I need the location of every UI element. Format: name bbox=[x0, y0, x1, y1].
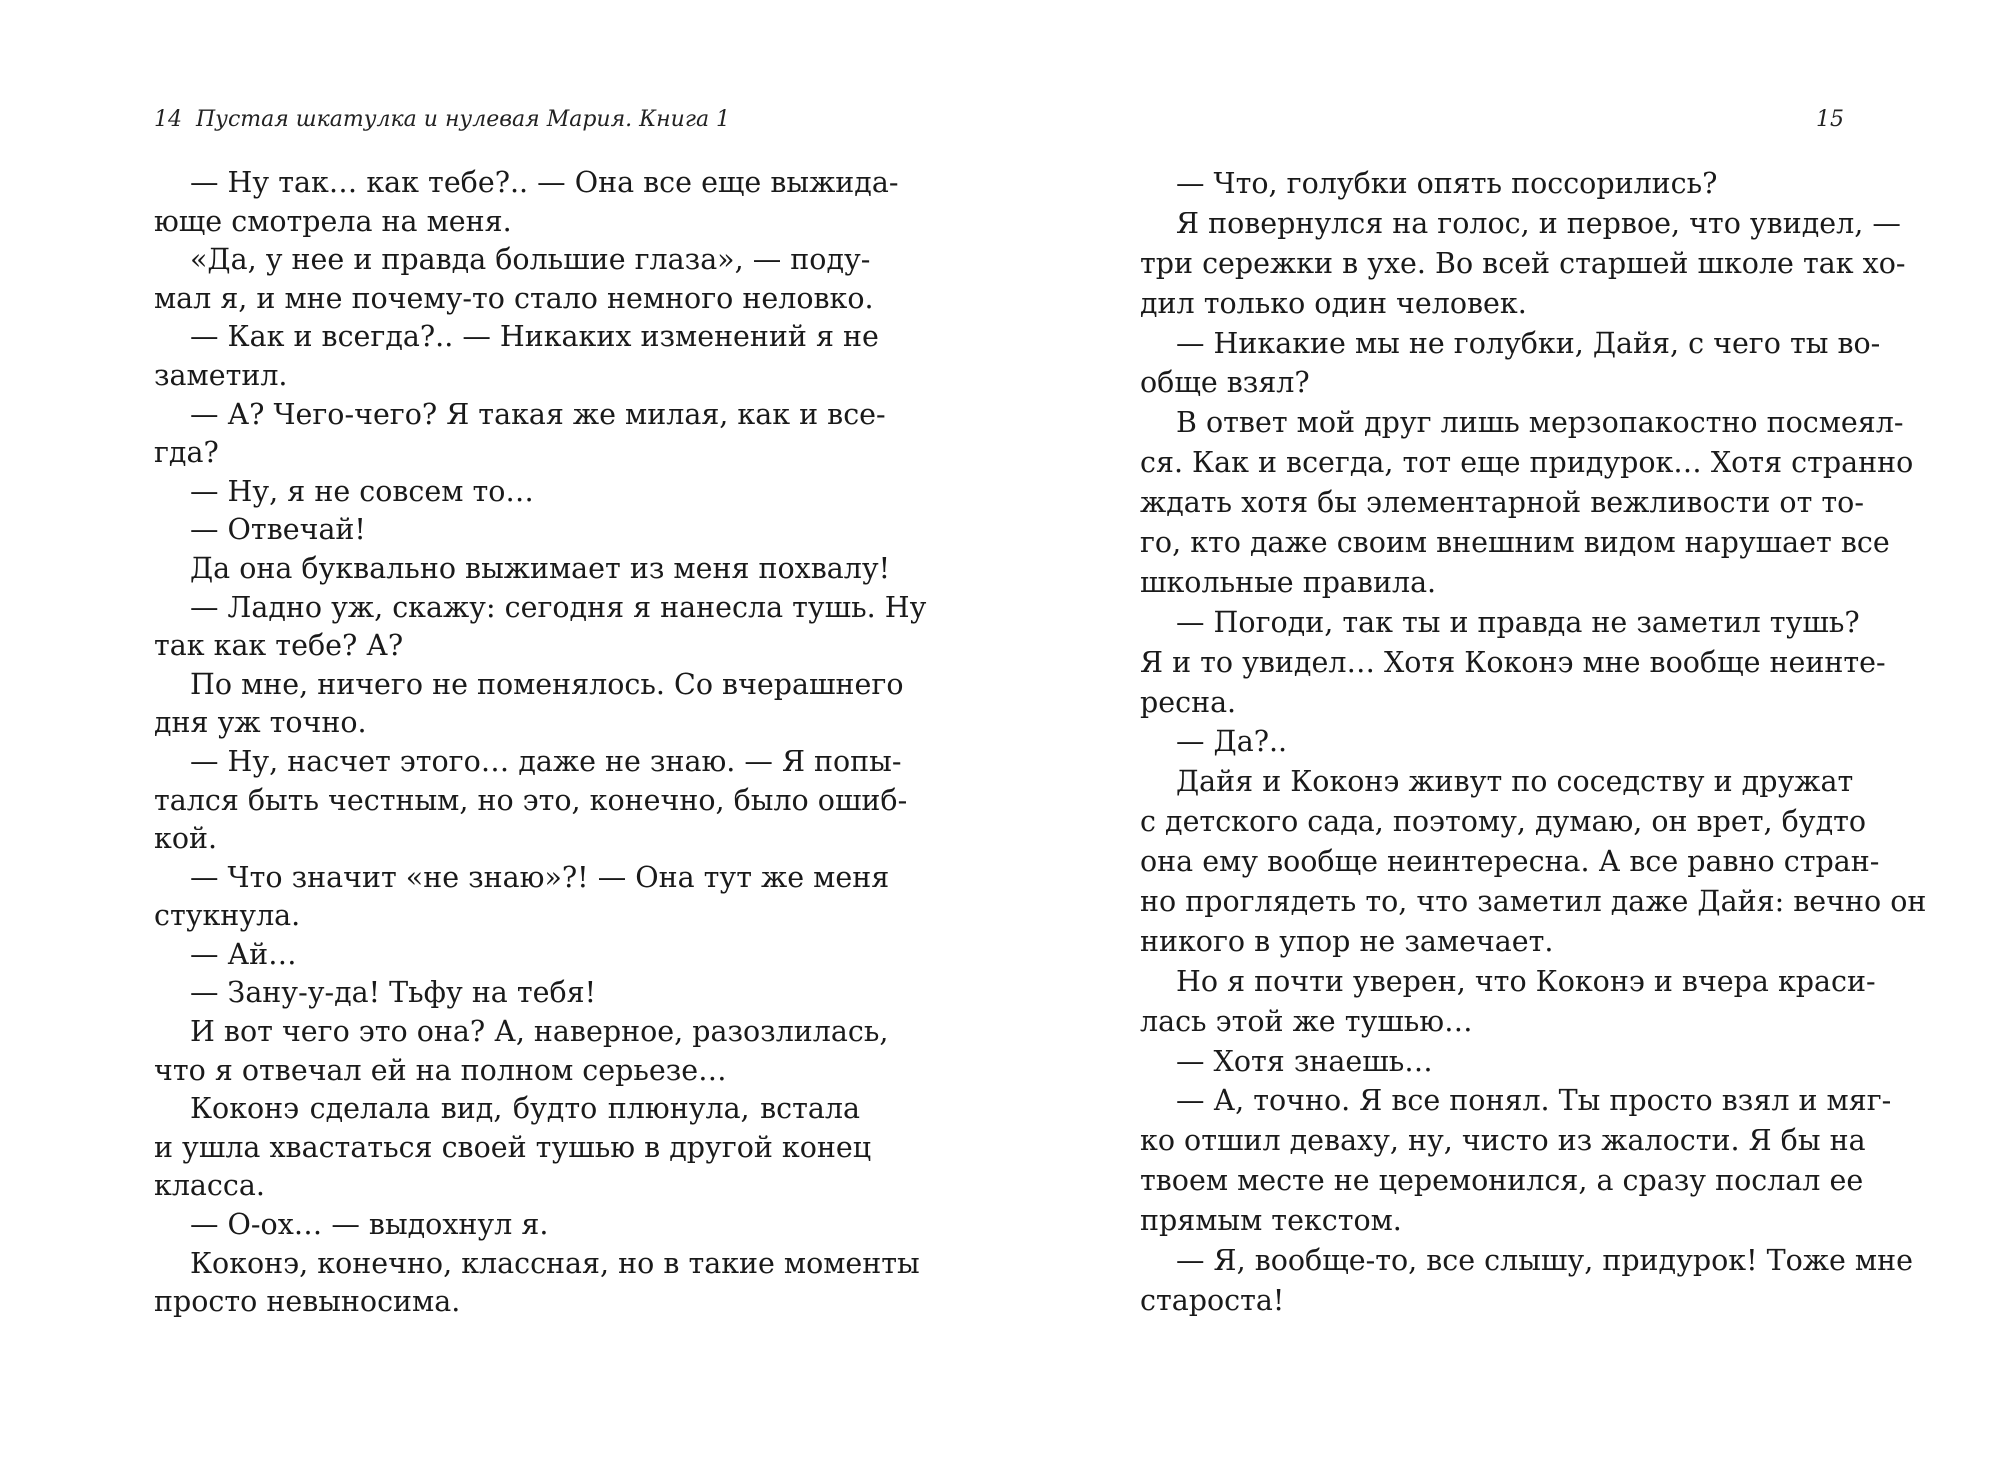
text-line: что я отвечал ей на полном серьезе… bbox=[154, 1053, 727, 1087]
text-line: В ответ мой друг лишь мерзопакостно посмеял- bbox=[1176, 406, 1904, 440]
text-line: «Да, у нее и правда большие глаза», — поду- bbox=[190, 243, 871, 277]
text-line: — Что, голубки опять поссорились? bbox=[1176, 167, 1718, 200]
text-line: и ушла хвастаться своей тушью в другой конец bbox=[154, 1130, 872, 1164]
text-line: гда? bbox=[154, 436, 219, 470]
text-line: заметил. bbox=[154, 358, 288, 392]
text-line: Коконэ, конечно, классная, но в такие моменты bbox=[190, 1246, 920, 1280]
text-line: мал я, и мне почему-то стало немного неловко. bbox=[154, 281, 874, 315]
text-line: — Никакие мы не голубки, Дайя, с чего ты во- bbox=[1176, 326, 1881, 360]
text-line: — Погоди, так ты и правда не заметил тушь? bbox=[1176, 605, 1860, 639]
text-line: ся. Как и всегда, тот еще придурок… Хотя странно bbox=[1140, 446, 1914, 480]
text-line: обще взял? bbox=[1140, 366, 1310, 400]
text-line: — Как и всегда?.. — Никаких изменений я не bbox=[190, 320, 879, 354]
text-line: — Я, вообще-то, все слышу, придурок! Тоже мне bbox=[1176, 1244, 1913, 1278]
text-line: просто невыносима. bbox=[154, 1285, 461, 1319]
text-line: — Ну так… как тебе?.. — Она все еще выжида- bbox=[190, 166, 899, 199]
text-line: с детского сада, поэтому, думаю, он врет, будто bbox=[1140, 805, 1867, 839]
text-line: Но я почти уверен, что Коконэ и вчера краси- bbox=[1176, 964, 1876, 998]
left-running-head bbox=[154, 106, 730, 134]
right-page-number: 15 bbox=[1816, 107, 1844, 132]
text-line: го, кто даже своим внешним видом нарушает все bbox=[1140, 526, 1890, 560]
text-line: прямым текстом. bbox=[1140, 1204, 1402, 1238]
text-line: Я повернулся на голос, и первое, что увидел, — bbox=[1176, 206, 1901, 240]
text-line: Я и то увидел… Хотя Коконэ мне вообще неинте- bbox=[1140, 645, 1886, 679]
right-page-text bbox=[1140, 164, 1927, 1321]
text-line: кой. bbox=[154, 822, 218, 856]
text-line: — Да?.. bbox=[1176, 725, 1288, 759]
text-line: Коконэ сделала вид, будто плюнула, встала bbox=[190, 1092, 860, 1126]
left-page-text bbox=[154, 164, 927, 1322]
text-line: Да она буквально выжимает из меня похвалу! bbox=[190, 551, 891, 585]
right-running-head bbox=[1816, 106, 1844, 134]
text-line: — А? Чего-чего? Я такая же милая, как и все- bbox=[190, 397, 886, 431]
text-line: три сережки в ухе. Во всей старшей школе так хо- bbox=[1140, 246, 1906, 280]
text-line: — Ну, я не совсем то… bbox=[190, 474, 534, 508]
text-line: — Ладно уж, скажу: сегодня я нанесла тушь. Ну bbox=[190, 590, 927, 624]
text-line: — Хотя знаешь… bbox=[1176, 1044, 1433, 1078]
text-line: — Зану-у-да! Тьфу на тебя! bbox=[190, 976, 597, 1010]
text-line: так как тебе? А? bbox=[154, 629, 404, 663]
text-line: юще смотрела на меня. bbox=[154, 204, 512, 238]
text-line: — А, точно. Я все понял. Ты просто взял и мяг- bbox=[1176, 1084, 1892, 1118]
text-line: — Ну, насчет этого… даже не знаю. — Я попы- bbox=[190, 744, 902, 778]
text-line: — О-ох… — выдохнул я. bbox=[190, 1208, 549, 1242]
running-title: Пустая шкатулка и нулевая Мария. Книга 1 bbox=[196, 107, 731, 132]
text-line: Дайя и Коконэ живут по соседству и дружат bbox=[1176, 765, 1854, 799]
text-line: ко отшил деваху, ну, чисто из жалости. Я бы на bbox=[1140, 1124, 1866, 1158]
text-line: ждать хотя бы элементарной вежливости от то- bbox=[1140, 486, 1864, 520]
text-line: По мне, ничего не поменялось. Со вчерашнего bbox=[190, 667, 904, 701]
text-line: лась этой же тушью… bbox=[1140, 1004, 1473, 1038]
text-line: И вот чего это она? А, наверное, разозлилась, bbox=[190, 1015, 889, 1049]
text-line: — Что значит «не знаю»?! — Она тут же меня bbox=[190, 860, 890, 894]
left-page-number: 14 bbox=[154, 107, 182, 132]
text-line: стукнула. bbox=[154, 899, 301, 933]
text-line: дня уж точно. bbox=[154, 706, 367, 740]
text-line: никого в упор не замечает. bbox=[1140, 924, 1554, 958]
text-line: дил только один человек. bbox=[1140, 286, 1527, 320]
text-line: но проглядеть то, что заметил даже Дайя: вечно он bbox=[1140, 885, 1927, 919]
text-line: она ему вообще неинтересна. А все равно стран- bbox=[1140, 845, 1880, 879]
text-line: школьные правила. bbox=[1140, 565, 1437, 599]
text-line: тался быть честным, но это, конечно, было ошиб- bbox=[154, 783, 908, 817]
text-line: — Ай… bbox=[190, 937, 297, 971]
text-line: староста! bbox=[1140, 1283, 1285, 1317]
text-line: — Отвечай! bbox=[190, 513, 366, 547]
text-line: класса. bbox=[154, 1169, 265, 1203]
text-line: твоем месте не церемонился, а сразу послал ее bbox=[1140, 1164, 1864, 1198]
text-line: ресна. bbox=[1140, 685, 1237, 719]
